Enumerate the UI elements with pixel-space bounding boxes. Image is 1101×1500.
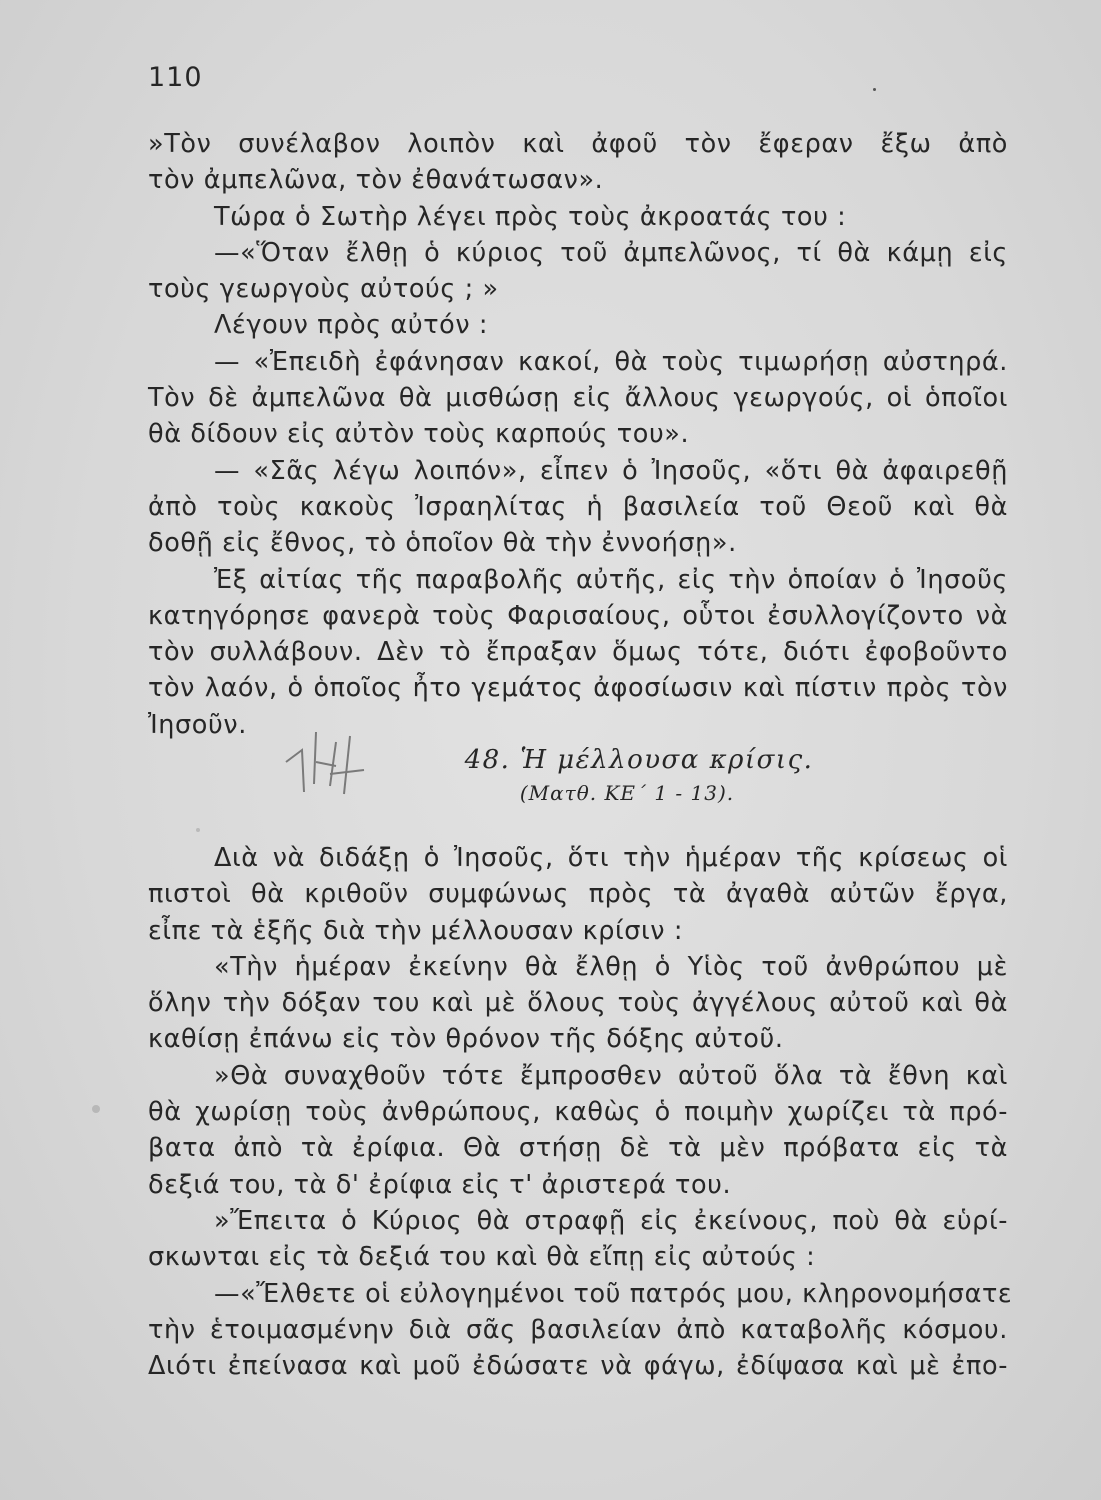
text-line: »Ἔπειτα ὁ Κύριος θὰ στραφῇ εἰς ἐκείνους, ποὺ θὰ εὑρί-	[214, 1205, 1008, 1236]
text-section-bottom	[148, 840, 1013, 1384]
text-section-top	[148, 126, 1008, 743]
text-line: τὸν λαόν, ὁ ὁποῖος ἦτο γεμάτος ἀφοσίωσιν καὶ πίστιν πρὸς τὸν	[148, 673, 1008, 704]
text-line: εἶπε τὰ ἑξῆς διὰ τὴν μέλλουσαν κρίσιν :	[148, 915, 684, 946]
text-line: Διότι ἐπείνασα καὶ μοῦ ἐδώσατε νὰ φάγω, ἐδίψασα καὶ μὲ ἐπο-	[148, 1351, 1008, 1382]
heading-title: 48. Ἡ μέλλουσα κρίσις.	[464, 745, 814, 775]
text-line: — «Ἐπειδὴ ἐφάνησαν κακοί, θὰ τοὺς τιμωρήσῃ αὐστηρά.	[214, 346, 1008, 377]
text-line: ὅλην τὴν δόξαν του καὶ μὲ ὅλους τοὺς ἀγγέλους αὐτοῦ καὶ θὰ	[148, 988, 1008, 1019]
paper-speck	[92, 1105, 100, 1113]
text-line: καθίσῃ ἐπάνω εἰς τὸν θρόνον τῆς δόξης αὐτοῦ.	[148, 1024, 784, 1055]
text-line: τὸν συλλάβουν. Δὲν τὸ ἔπραξαν ὅμως τότε, διότι ἐφοβοῦντο	[148, 637, 1008, 668]
text-line: δοθῇ εἰς ἔθνος, τὸ ὁποῖον θὰ τὴν ἐννοήσῃ».	[148, 528, 737, 559]
text-line: Ἐξ αἰτίας τῆς παραβολῆς αὐτῆς, εἰς τὴν ὁποίαν ὁ Ἰησοῦς	[214, 564, 1008, 595]
printer-dot	[873, 88, 876, 91]
text-line: τοὺς γεωργοὺς αὐτούς ; »	[148, 274, 499, 305]
text-line: δεξιά του, τὰ δ' ἐρίφια εἰς τ' ἀριστερά του.	[148, 1169, 732, 1200]
text-line: —«Ἔλθετε οἱ εὐλογημένοι τοῦ πατρός μου, κληρονομήσατε	[214, 1278, 1013, 1309]
text-line: τὸν ἀμπελῶνα, τὸν ἐθανάτωσαν».	[148, 165, 604, 196]
text-line: σκωνται εἰς τὰ δεξιά του καὶ θὰ εἴπῃ εἰς αὐτούς :	[148, 1242, 816, 1273]
text-line: »Τὸν συνέλαβον λοιπὸν καὶ ἀφοῦ τὸν ἔφεραν ἔξω ἀπὸ	[148, 129, 1008, 159]
text-line: τὴν ἑτοιμασμένην διὰ σᾶς βασιλείαν ἀπὸ καταβολῆς κόσμου.	[148, 1314, 1008, 1345]
text-line: Ἰησοῦν.	[148, 709, 247, 740]
text-line: —«Ὅταν ἔλθῃ ὁ κύριος τοῦ ἀμπελῶνος, τί θὰ κάμῃ εἰς	[214, 237, 1008, 268]
text-line: κατηγόρησε φανερὰ τοὺς Φαρισαίους, οὗτοι ἐσυλλογίζοντο νὰ	[148, 600, 1008, 631]
text-line: θὰ χωρίσῃ τοὺς ἀνθρώπους, καθὼς ὁ ποιμὴν χωρίζει τὰ πρό-	[148, 1097, 1008, 1128]
text-line: «Τὴν ἡμέραν ἐκείνην θὰ ἔλθῃ ὁ Υἱὸς τοῦ ἀνθρώπου μὲ	[214, 951, 1008, 982]
text-line: — «Σᾶς λέγω λοιπόν», εἶπεν ὁ Ἰησοῦς, «ὅτι θὰ ἀφαιρεθῇ	[214, 455, 1008, 486]
text-line: Τώρα ὁ Σωτὴρ λέγει πρὸς τοὺς ἀκροατάς του :	[214, 201, 847, 232]
text-line: βατα ἀπὸ τὰ ἐρίφια. Θὰ στήσῃ δὲ τὰ μὲν πρόβατα εἰς τὰ	[148, 1133, 1008, 1164]
text-line: θὰ δίδουν εἰς αὐτὸν τοὺς καρπούς του».	[148, 419, 690, 450]
page-number: 110	[148, 62, 203, 93]
heading-reference: (Ματθ. ΚΕ΄ 1 - 13).	[519, 781, 735, 805]
text-line: »Θὰ συναχθοῦν τότε ἔμπροσθεν αὐτοῦ ὅλα τὰ ἔθνη καὶ	[214, 1060, 1008, 1091]
text-line: Διὰ νὰ διδάξῃ ὁ Ἰησοῦς, ὅτι τὴν ἡμέραν τῆς κρίσεως οἱ	[214, 843, 1008, 873]
text-line: ἀπὸ τοὺς κακοὺς Ἰσραηλίτας ἡ βασιλεία τοῦ Θεοῦ καὶ θὰ	[148, 491, 1008, 522]
section-heading	[148, 745, 1008, 805]
text-line: Λέγουν πρὸς αὐτόν :	[214, 310, 489, 341]
text-line: Τὸν δὲ ἀμπελῶνα θὰ μισθώσῃ εἰς ἄλλους γεωργούς, οἱ ὁποῖοι	[148, 383, 1008, 414]
paper-speck	[196, 828, 200, 832]
text-line: πιστοὶ θὰ κριθοῦν συμφώνως πρὸς τὰ ἀγαθὰ αὐτῶν ἔργα,	[148, 879, 1008, 910]
